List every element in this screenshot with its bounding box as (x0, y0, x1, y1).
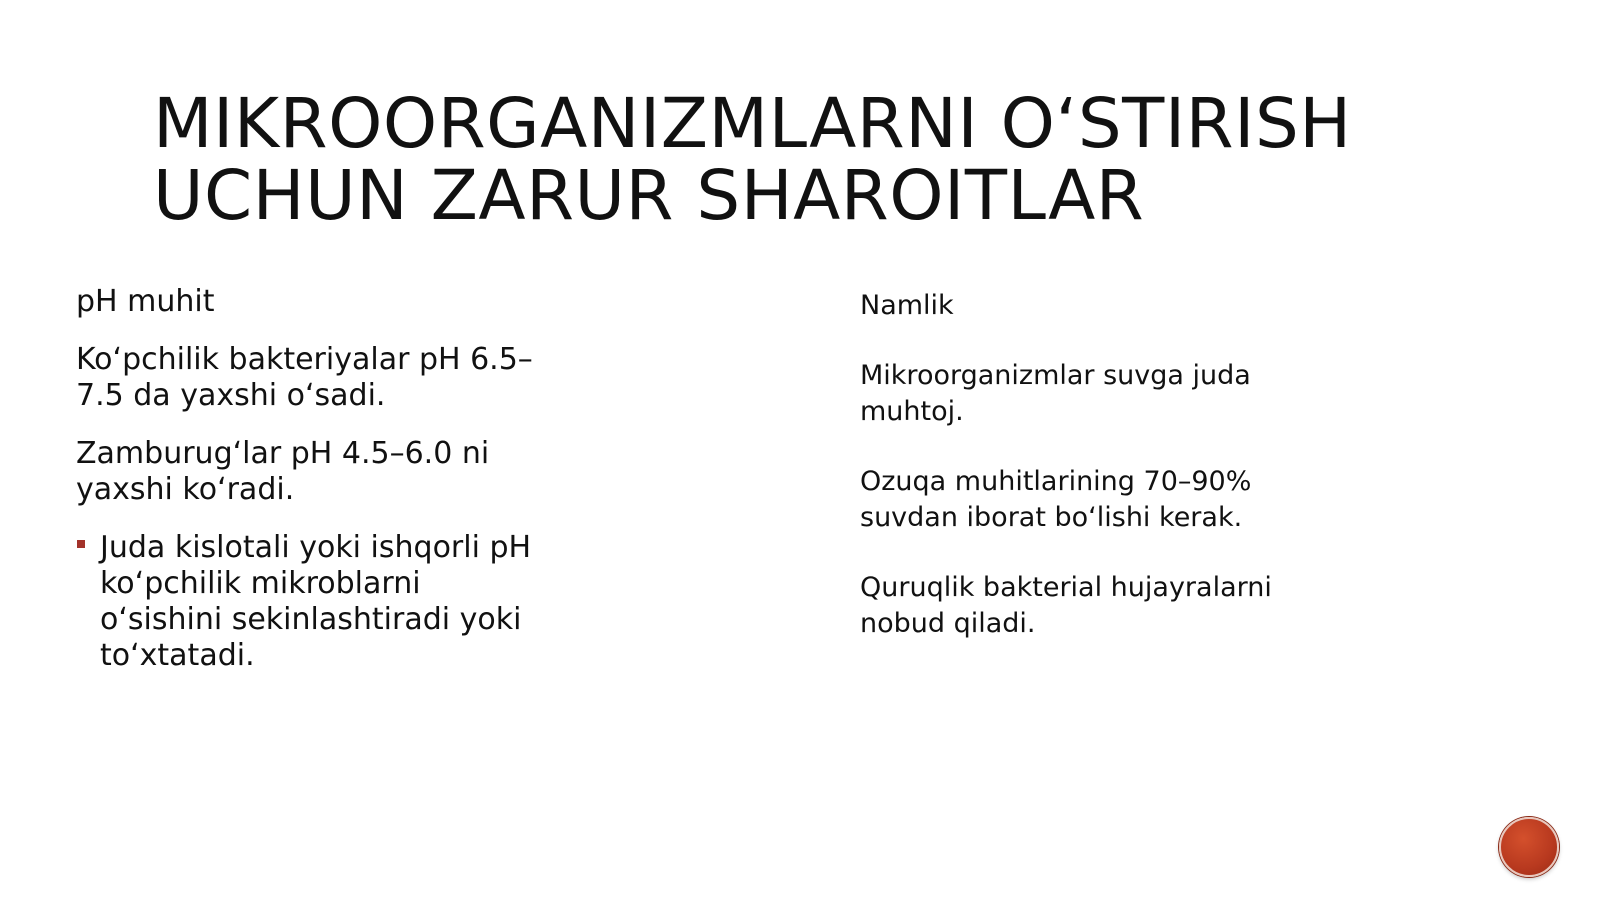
square-bullet-icon (77, 540, 85, 548)
right-paragraph-2: Ozuqa muhitlarining 70–90% suvdan iborat bo‘lishi kerak. (860, 466, 1252, 533)
left-heading: pH muhit (76, 284, 215, 319)
left-column (76, 284, 546, 674)
list-item (76, 530, 546, 674)
left-bullet-list (76, 530, 546, 674)
slide-nav-button[interactable] (1499, 817, 1559, 877)
bullet-text: Juda kislotali yoki ishqorli pH ko‘pchilik mikroblarni o‘sishini sekinlashtiradi yoki to‘xtatadi. (100, 530, 532, 673)
right-heading: Namlik (860, 290, 954, 321)
slide-title-line-1: MIKROORGANIZMLARNI O‘STIRISH (153, 84, 1352, 164)
left-paragraph-1: Ko‘pchilik bakteriyalar pH 6.5–7.5 da yaxshi o‘sadi. (76, 342, 533, 413)
slide-title (153, 84, 1493, 236)
right-paragraph-1: Mikroorganizmlar suvga juda muhtoj. (860, 360, 1251, 427)
left-paragraph-2: Zamburug‘lar pH 4.5–6.0 ni yaxshi ko‘radi. (76, 436, 490, 507)
right-paragraph-3: Quruqlik bakterial hujayralarni nobud qiladi. (860, 572, 1272, 639)
slide-title-line-2: UCHUN ZARUR SHAROITLAR (153, 156, 1145, 236)
right-column (860, 288, 1330, 676)
